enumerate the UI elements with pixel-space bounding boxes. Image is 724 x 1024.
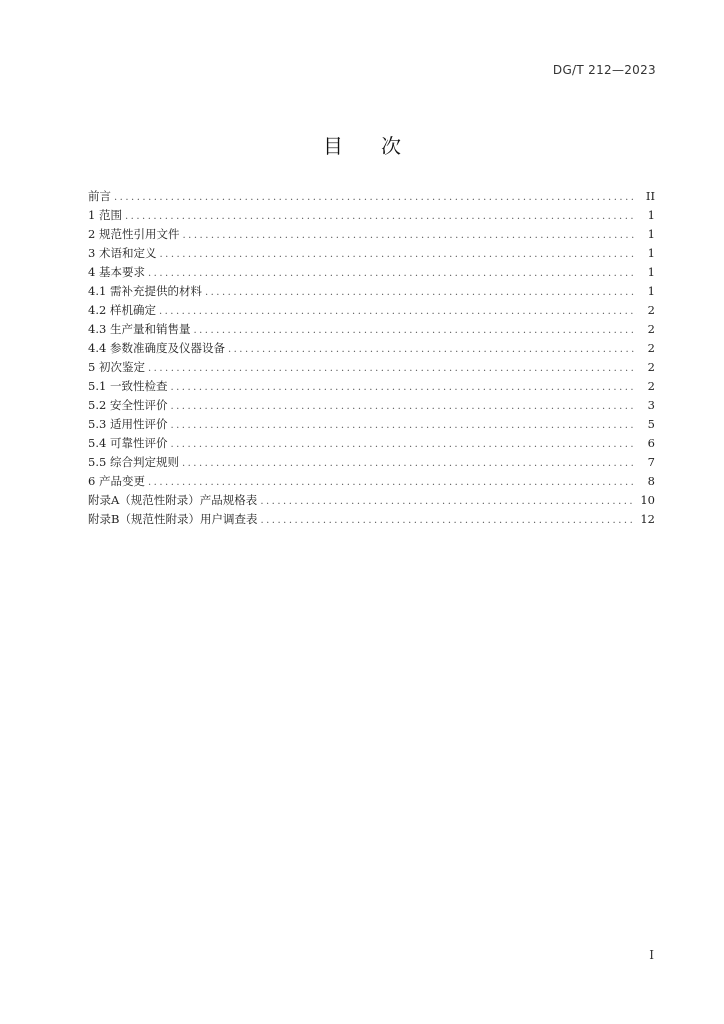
toc-dot-leader [170, 439, 637, 450]
toc-dot-leader [193, 325, 637, 336]
toc-entry-page: 5 [647, 417, 655, 431]
toc-dot-leader [182, 458, 637, 469]
toc-entry-page: 1 [647, 265, 655, 279]
toc-dot-leader [205, 287, 637, 298]
toc-entry[interactable] [88, 340, 655, 359]
toc-entry-page: 12 [640, 512, 655, 526]
toc-entry-label: 5.1 一致性检查 [88, 379, 168, 393]
toc-entry-page: 1 [647, 208, 655, 222]
toc-dot-leader [260, 496, 636, 507]
toc-entry-page: 2 [647, 341, 655, 355]
toc-entry[interactable] [88, 435, 655, 454]
toc-dot-leader [125, 211, 637, 222]
toc-dot-leader [170, 420, 637, 431]
toc-entry[interactable] [88, 245, 655, 264]
toc-dot-leader [148, 477, 637, 488]
toc-entry[interactable] [88, 511, 655, 530]
toc-entry-label: 4.4 参数准确度及仪器设备 [88, 341, 225, 355]
toc-entry-label: 5 初次鉴定 [88, 360, 145, 374]
toc-entry-page: II [645, 189, 655, 203]
toc-entry[interactable] [88, 283, 655, 302]
toc-entry-page: 1 [647, 246, 655, 260]
toc-entry-label: 2 规范性引用文件 [88, 227, 180, 241]
toc-entry-page: 10 [640, 493, 655, 507]
toc-entry[interactable] [88, 207, 655, 226]
toc-entry-label: 前言 [88, 189, 111, 203]
toc-dot-leader [159, 249, 637, 260]
toc-dot-leader [148, 268, 637, 279]
toc-dot-leader [170, 382, 637, 393]
toc-entry[interactable] [88, 302, 655, 321]
page-number: I [649, 948, 654, 962]
toc-entry-label: 6 产品变更 [88, 474, 145, 488]
toc-entry-label: 4.3 生产量和销售量 [88, 322, 191, 336]
toc-dot-leader [148, 363, 637, 374]
toc-entry[interactable] [88, 226, 655, 245]
toc-entry-page: 7 [647, 455, 655, 469]
toc-entry-page: 1 [647, 284, 655, 298]
toc-entry-label: 5.2 安全性评价 [88, 398, 168, 412]
toc-entry-page: 2 [647, 303, 655, 317]
toc-entry[interactable] [88, 492, 655, 511]
toc-entry[interactable] [88, 321, 655, 340]
toc-entry-page: 2 [647, 322, 655, 336]
toc-entry-page: 6 [647, 436, 655, 450]
toc-entry[interactable] [88, 264, 655, 283]
toc-entry-label: 3 术语和定义 [88, 246, 157, 260]
toc-entry[interactable] [88, 454, 655, 473]
toc-entry-page: 2 [647, 379, 655, 393]
toc-entry[interactable] [88, 397, 655, 416]
toc-entry[interactable] [88, 473, 655, 492]
toc-dot-leader [170, 401, 637, 412]
toc-entry-page: 3 [647, 398, 655, 412]
toc-entry-label: 5.3 适用性评价 [88, 417, 168, 431]
toc-entry-label: 附录B（规范性附录）用户调查表 [88, 512, 258, 526]
toc-entry-label: 1 范围 [88, 208, 122, 222]
toc-entry-page: 2 [647, 360, 655, 374]
toc-dot-leader [182, 230, 637, 241]
toc-entry-label: 附录A（规范性附录）产品规格表 [88, 493, 258, 507]
toc-entry[interactable] [88, 359, 655, 378]
toc-entry-label: 4.2 样机确定 [88, 303, 156, 317]
toc-title: 目次 [323, 134, 439, 158]
toc-entry[interactable] [88, 416, 655, 435]
toc-dot-leader [228, 344, 637, 355]
toc-entry-label: 5.4 可靠性评价 [88, 436, 168, 450]
toc-list [88, 188, 655, 530]
document-code: DG/T 212—2023 [552, 63, 656, 77]
toc-entry-label: 4.1 需补充提供的材料 [88, 284, 202, 298]
toc-dot-leader [260, 515, 636, 526]
toc-entry-page: 1 [647, 227, 655, 241]
toc-dot-leader [159, 306, 637, 317]
toc-entry[interactable] [88, 188, 655, 207]
toc-entry-label: 5.5 综合判定规则 [88, 455, 179, 469]
toc-entry-label: 4 基本要求 [88, 265, 145, 279]
toc-entry-page: 8 [647, 474, 655, 488]
toc-entry[interactable] [88, 378, 655, 397]
toc-dot-leader [114, 192, 637, 203]
